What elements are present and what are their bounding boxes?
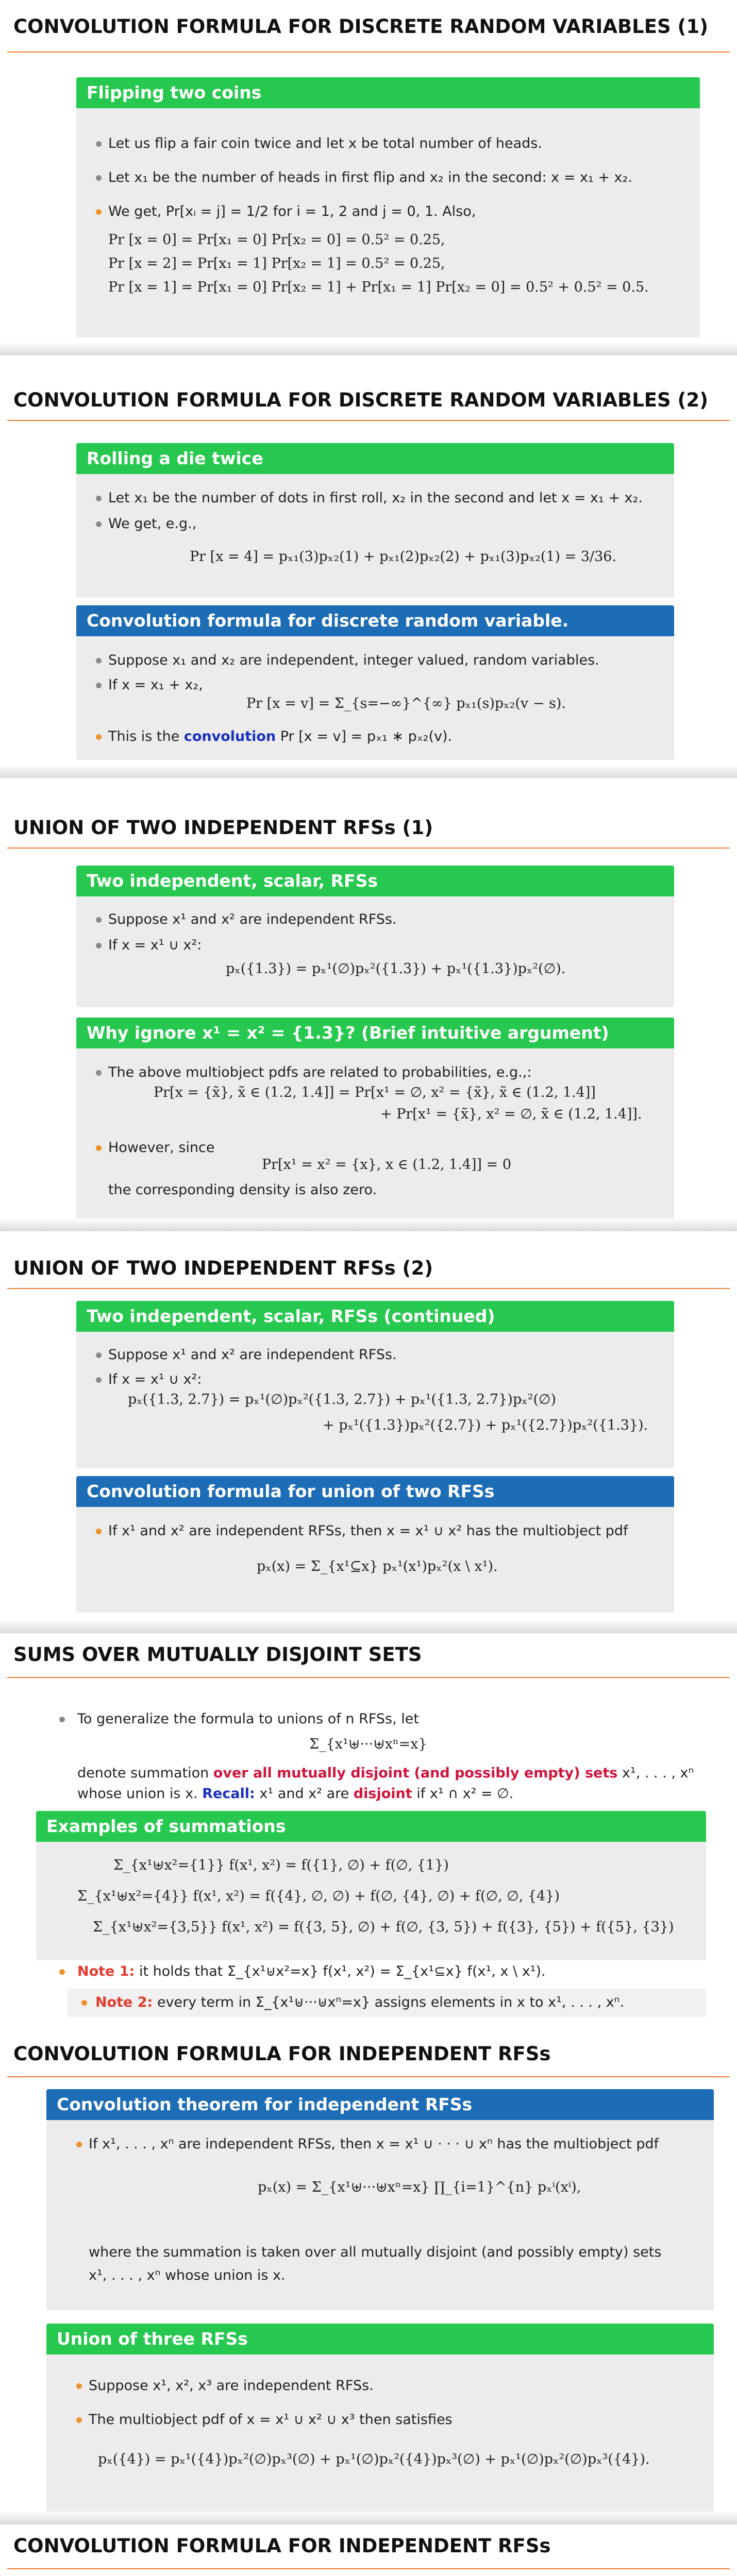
slide-divider [0, 1218, 737, 1231]
bullet-text: If x = x₁ + x₂, [108, 677, 203, 693]
bullet-text: Suppose x¹ and x² are independent RFSs. [108, 911, 397, 927]
equation: pₓ(x) = Σ_{x¹⊎···⊎xⁿ=x} ∏_{i=1}^{n} pₓⁱ(xⁱ), [258, 2179, 581, 2195]
block-two-independent-continued [76, 1301, 674, 1468]
note-1-label: Note 1: [77, 1963, 135, 1979]
bullet-text: If x = x¹ ∪ x²: [108, 1371, 202, 1387]
slide-6 [0, 2025, 737, 2524]
slide-title: CONVOLUTION FORMULA FOR INDEPENDENT RFSs [13, 2535, 551, 2557]
slide-2 [0, 355, 737, 778]
bullet-text: Suppose x¹ and x² are independent RFSs. [108, 1347, 397, 1363]
slide-divider [0, 765, 737, 778]
equation: Σ_{x¹⊎x²={1}} f(x¹, x²) = f({1}, ∅) + f(∅, {1}) [113, 1857, 449, 1873]
equation: Σ_{x¹⊎x²={3,5}} f(x¹, x²) = f({3, 5}, ∅) + f(∅, {3, 5}) + f({3}, {5}) + f({5}, {3}) [93, 1919, 674, 1935]
bullet-icon [59, 1969, 65, 1975]
bullet-icon [76, 2417, 82, 2423]
block-title: Convolution formula for union of two RFSs [76, 1476, 674, 1507]
equation: Pr [x = v] = Σ_{s=−∞}^{∞} pₓ₁(s)pₓ₂(v − s). [246, 696, 566, 711]
bullet-icon [96, 141, 102, 147]
slide-divider [0, 2511, 737, 2524]
bullet-icon [96, 1352, 102, 1358]
block-convolution-union-two [76, 1476, 674, 1613]
block-title: Convolution formula for discrete random variable. [76, 605, 674, 636]
equation: Pr [x = 1] = Pr[x₁ = 0] Pr[x₂ = 1] + Pr[x₁ = 1] Pr[x₂ = 0] = 0.5² + 0.5² = 0.5. [108, 279, 649, 295]
slide-title: UNION OF TWO INDEPENDENT RFSs (1) [13, 817, 433, 839]
bullet-icon [96, 1145, 102, 1151]
bullet-icon [96, 658, 102, 664]
title-rule [7, 1677, 730, 1678]
bullet-text: However, since [108, 1140, 215, 1156]
slide-divider [0, 342, 737, 355]
equation: pₓ({4}) = pₓ¹({4})pₓ²(∅)pₓ³(∅) + pₓ¹(∅)pₓ²({4})pₓ³(∅) + pₓ¹(∅)pₓ²(∅)pₓ³({4}). [98, 2451, 650, 2467]
highlight-disjoint-sets: over all mutually disjoint (and possibly empty) sets [213, 1765, 618, 1781]
note-1 [77, 1963, 546, 1980]
bullet-icon [81, 2000, 87, 2006]
bullet-text: The multiobject pdf of x = x¹ ∪ x² ∪ x³ then satisfies [89, 2412, 453, 2428]
bullet-icon [76, 2142, 82, 2147]
bullet-text: Suppose x¹, x², x³ are independent RFSs. [89, 2378, 374, 2394]
title-rule [7, 2076, 730, 2077]
text-run: whose union is x. [77, 1786, 203, 1802]
bullet-text: Suppose x₁ and x₂ are independent, integer valued, random variables. [108, 652, 599, 668]
bullet-icon [96, 209, 102, 215]
recall-label: Recall: [202, 1786, 255, 1802]
bullet-icon [96, 943, 102, 948]
block-why-ignore [76, 1018, 674, 1218]
slide-7 [0, 2524, 737, 2576]
bullet-text: the corresponding density is also zero. [108, 1182, 377, 1198]
bullet-text [77, 1785, 513, 1803]
bullet-text: To generalize the formula to unions of n RFSs, let [77, 1711, 419, 1727]
title-rule [7, 52, 730, 53]
equation: Pr[x¹ = x² = {x}, x ∈ (1.2, 1.4]] = 0 [262, 1157, 512, 1173]
slide-title: CONVOLUTION FORMULA FOR DISCRETE RANDOM VARIABLES (1) [13, 15, 709, 38]
bullet-text: If x¹, . . . , xⁿ are independent RFSs, then x = x¹ ∪ · · · ∪ xⁿ has the multiobject pdf [89, 2136, 659, 2152]
block-union-three [46, 2324, 714, 2512]
block-convolution-discrete [76, 605, 674, 760]
block-title: Union of three RFSs [46, 2324, 714, 2354]
equation: pₓ({1.3, 2.7}) = pₓ¹(∅)pₓ²({1.3, 2.7}) + pₓ¹({1.3, 2.7})pₓ²(∅) [128, 1392, 557, 1408]
highlight-disjoint: disjoint [353, 1786, 412, 1802]
bullet-icon [96, 734, 102, 740]
equation: Pr[x = {x̃}, x̃ ∈ (1.2, 1.4]] = Pr[x¹ = ∅, x² = {x̃}, x̃ ∈ (1.2, 1.4]] [154, 1084, 596, 1100]
slide-title: CONVOLUTION FORMULA FOR INDEPENDENT RFSs [13, 2043, 551, 2065]
text-run: denote summation [77, 1765, 213, 1781]
bullet-icon [96, 496, 102, 501]
equation: Pr [x = 0] = Pr[x₁ = 0] Pr[x₂ = 0] = 0.5² = 0.25, [108, 232, 445, 248]
keyword-convolution: convolution [183, 728, 276, 744]
block-title: Rolling a die twice [76, 443, 674, 474]
bullet-text: Let x₁ be the number of heads in first flip and x₂ in the second: x = x₁ + x₂. [108, 170, 632, 185]
block-convolution-theorem [46, 2089, 714, 2311]
note-2 [95, 1994, 624, 2011]
text-run: x¹, . . . , xⁿ [617, 1765, 694, 1781]
bullet-text: We get, Pr[xᵢ = j] = 1/2 for i = 1, 2 and j = 0, 1. Also, [108, 204, 476, 219]
text-run: Pr [x = v] = pₓ₁ ∗ pₓ₂(v). [276, 728, 453, 744]
text-run: if x¹ ∩ x² = ∅. [412, 1786, 514, 1802]
note-2-label: Note 2: [95, 1994, 153, 2010]
title-rule [7, 2568, 730, 2569]
bullet-icon [76, 2383, 82, 2389]
title-rule [7, 420, 730, 421]
bullet-text: where the summation is taken over all mutually disjoint (and possibly empty) sets [89, 2244, 662, 2260]
equation: Σ_{x¹⊎x²={4}} f(x¹, x²) = f({4}, ∅, ∅) + f(∅, {4}, ∅) + f(∅, ∅, {4}) [77, 1888, 560, 1904]
block-rolling-die [76, 443, 674, 598]
bullet-icon [96, 683, 102, 688]
text-run: it holds that Σ_{x¹⊎x²=x} f(x¹, x²) = Σ_{x¹⊆x} f(x¹, x \ x¹). [135, 1963, 546, 1979]
equation: + pₓ¹({1.3})pₓ²({2.7}) + pₓ¹({2.7})pₓ²({1.3}). [323, 1417, 648, 1433]
bullet-text: Let us flip a fair coin twice and let x be total number of heads. [108, 135, 542, 151]
bullet-icon [96, 1070, 102, 1076]
block-two-independent [76, 866, 674, 1007]
note-2-panel [67, 1989, 706, 2017]
equation: Σ_{x¹⊎···⊎xⁿ=x} [309, 1736, 427, 1752]
equation: pₓ(x) = Σ_{x¹⊆x} pₓ¹(x¹)pₓ²(x \ x¹). [257, 1558, 498, 1574]
bullet-icon [96, 521, 102, 527]
block-title: Two independent, scalar, RFSs (continued) [76, 1301, 674, 1332]
bullet-icon [96, 1377, 102, 1383]
bullet-text: If x = x¹ ∪ x²: [108, 937, 202, 953]
equation: pₓ({1.3}) = pₓ¹(∅)pₓ²({1.3}) + pₓ¹({1.3})pₓ²(∅). [226, 961, 566, 977]
block-title: Flipping two coins [76, 77, 700, 108]
slide-title: CONVOLUTION FORMULA FOR DISCRETE RANDOM VARIABLES (2) [13, 389, 709, 411]
slide-3 [0, 778, 737, 1231]
equation: Pr [x = 2] = Pr[x₁ = 1] Pr[x₂ = 1] = 0.5² = 0.25, [108, 256, 445, 272]
bullet-icon [59, 1717, 65, 1722]
text-run: This is the [108, 728, 184, 744]
slide-5 [0, 1633, 737, 2025]
title-rule [7, 848, 730, 849]
bullet-text: Let x₁ be the number of dots in first roll, x₂ in the second and let x = x₁ + x₂. [108, 490, 643, 506]
block-title: Examples of summations [36, 1811, 706, 1842]
block-title: Two independent, scalar, RFSs [76, 866, 674, 896]
block-flipping-coins [76, 77, 700, 337]
block-title: Why ignore x¹ = x² = {1.3}? (Brief intuitive argument) [76, 1018, 674, 1048]
equation: + Pr[x¹ = {x̃}, x² = ∅, x̃ ∈ (1.2, 1.4]]. [380, 1106, 642, 1122]
bullet-text: The above multiobject pdfs are related to probabilities, e.g.,: [108, 1064, 532, 1080]
bullet-icon [96, 175, 102, 181]
bullet-text [77, 1765, 694, 1782]
bullet-text: We get, e.g., [108, 516, 197, 532]
bullet-text: x¹, . . . , xⁿ whose union is x. [89, 2267, 286, 2283]
block-title: Convolution theorem for independent RFSs [46, 2089, 714, 2120]
text-run: every term in Σ_{x¹⊎···⊎xⁿ=x} assigns elements in x to x¹, . . . , xⁿ. [153, 1994, 625, 2010]
slide-title: UNION OF TWO INDEPENDENT RFSs (2) [13, 1257, 433, 1279]
slide-divider [0, 1620, 737, 1633]
text-run: x¹ and x² are [255, 1786, 354, 1802]
bullet-text [108, 728, 452, 745]
slide-title: SUMS OVER MUTUALLY DISJOINT SETS [13, 1643, 422, 1666]
bullet-text: If x¹ and x² are independent RFSs, then x = x¹ ∪ x² has the multiobject pdf [108, 1523, 628, 1539]
bullet-icon [96, 1529, 102, 1534]
slide-1 [0, 0, 737, 355]
block-examples-summations [36, 1811, 706, 1960]
bullet-icon [96, 917, 102, 923]
slide-4 [0, 1231, 737, 1633]
equation: Pr [x = 4] = pₓ₁(3)pₓ₂(1) + pₓ₁(2)pₓ₂(2) + pₓ₁(3)pₓ₂(1) = 3/36. [190, 549, 617, 565]
title-rule [7, 1288, 730, 1289]
